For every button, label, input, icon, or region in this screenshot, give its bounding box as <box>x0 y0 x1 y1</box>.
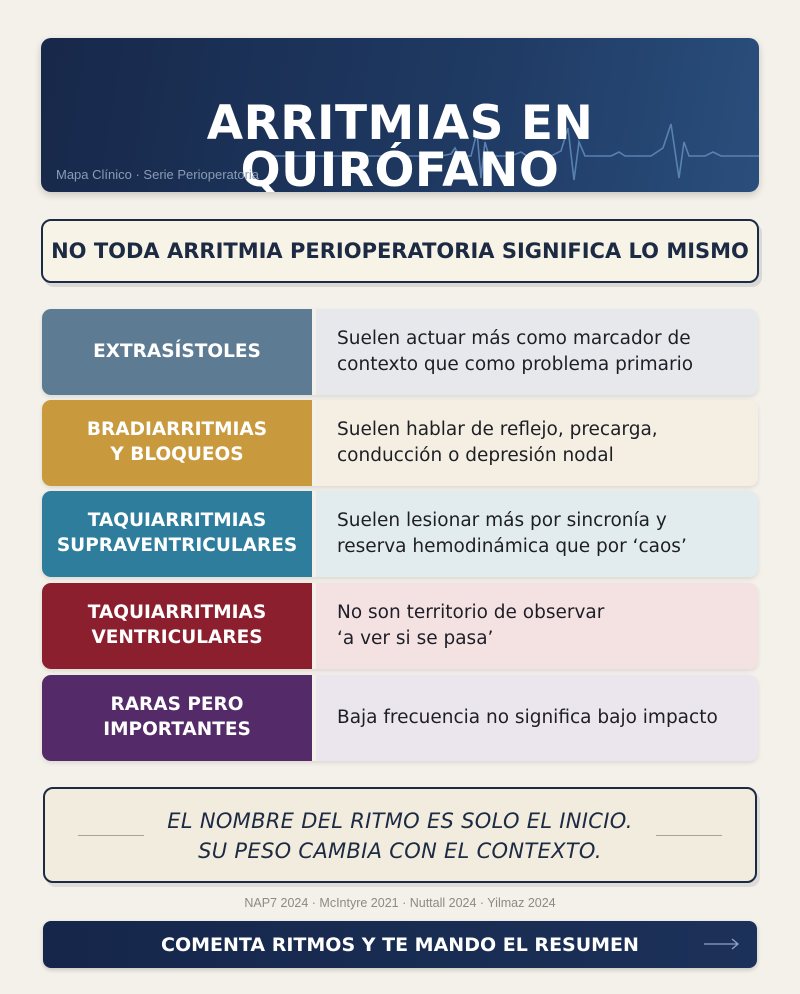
cta-label: COMENTA RITMOS Y TE MANDO EL RESUMEN <box>161 933 639 956</box>
row-label: RARAS PERO IMPORTANTES <box>42 675 312 761</box>
header-card <box>41 38 759 192</box>
row-label: TAQUIARRITMIAS SUPRAVENTRICULARES <box>42 491 312 577</box>
page-title: ARRITMIAS EN QUIRÓFANO <box>206 96 594 192</box>
closing-text: EL NOMBRE DEL RITMO ES SOLO EL INICIO. SU PESO CAMBIA CON EL CONTEXTO. <box>167 809 633 863</box>
arrow-right-icon <box>704 937 740 951</box>
closing-box <box>43 787 757 883</box>
subtitle-banner <box>41 219 759 283</box>
row-extrasistoles <box>42 309 758 395</box>
row-taquiarritmias-supraventriculares <box>42 491 758 577</box>
banner-text: NO TODA ARRITMIA PERIOPERATORIA SIGNIFICA LO MISMO <box>51 239 749 263</box>
row-taquiarritmias-ventriculares <box>42 583 758 669</box>
row-description: Suelen actuar más como marcador de contexto que como problema primario <box>316 309 758 395</box>
row-bradiarritmias <box>42 400 758 486</box>
series-subtitle: Mapa Clínico · Serie Perioperatoria <box>56 167 260 182</box>
row-label: TAQUIARRITMIAS VENTRICULARES <box>42 583 312 669</box>
row-description: No son territorio de observar ‘a ver si se pasa’ <box>316 583 758 669</box>
row-description: Suelen hablar de reflejo, precarga, conducción o depresión nodal <box>316 400 758 486</box>
cta-button[interactable] <box>43 921 757 968</box>
row-raras-pero-importantes <box>42 675 758 761</box>
row-description: Baja frecuencia no significa bajo impacto <box>316 675 758 761</box>
row-description: Suelen lesionar más por sincronía y reserva hemodinámica que por ‘caos’ <box>316 491 758 577</box>
row-label: BRADIARRITMIAS Y BLOQUEOS <box>42 400 312 486</box>
row-label: EXTRASÍSTOLES <box>42 309 312 395</box>
references: NAP7 2024 · McIntyre 2021 · Nuttall 2024 · Yilmaz 2024 <box>244 896 556 910</box>
